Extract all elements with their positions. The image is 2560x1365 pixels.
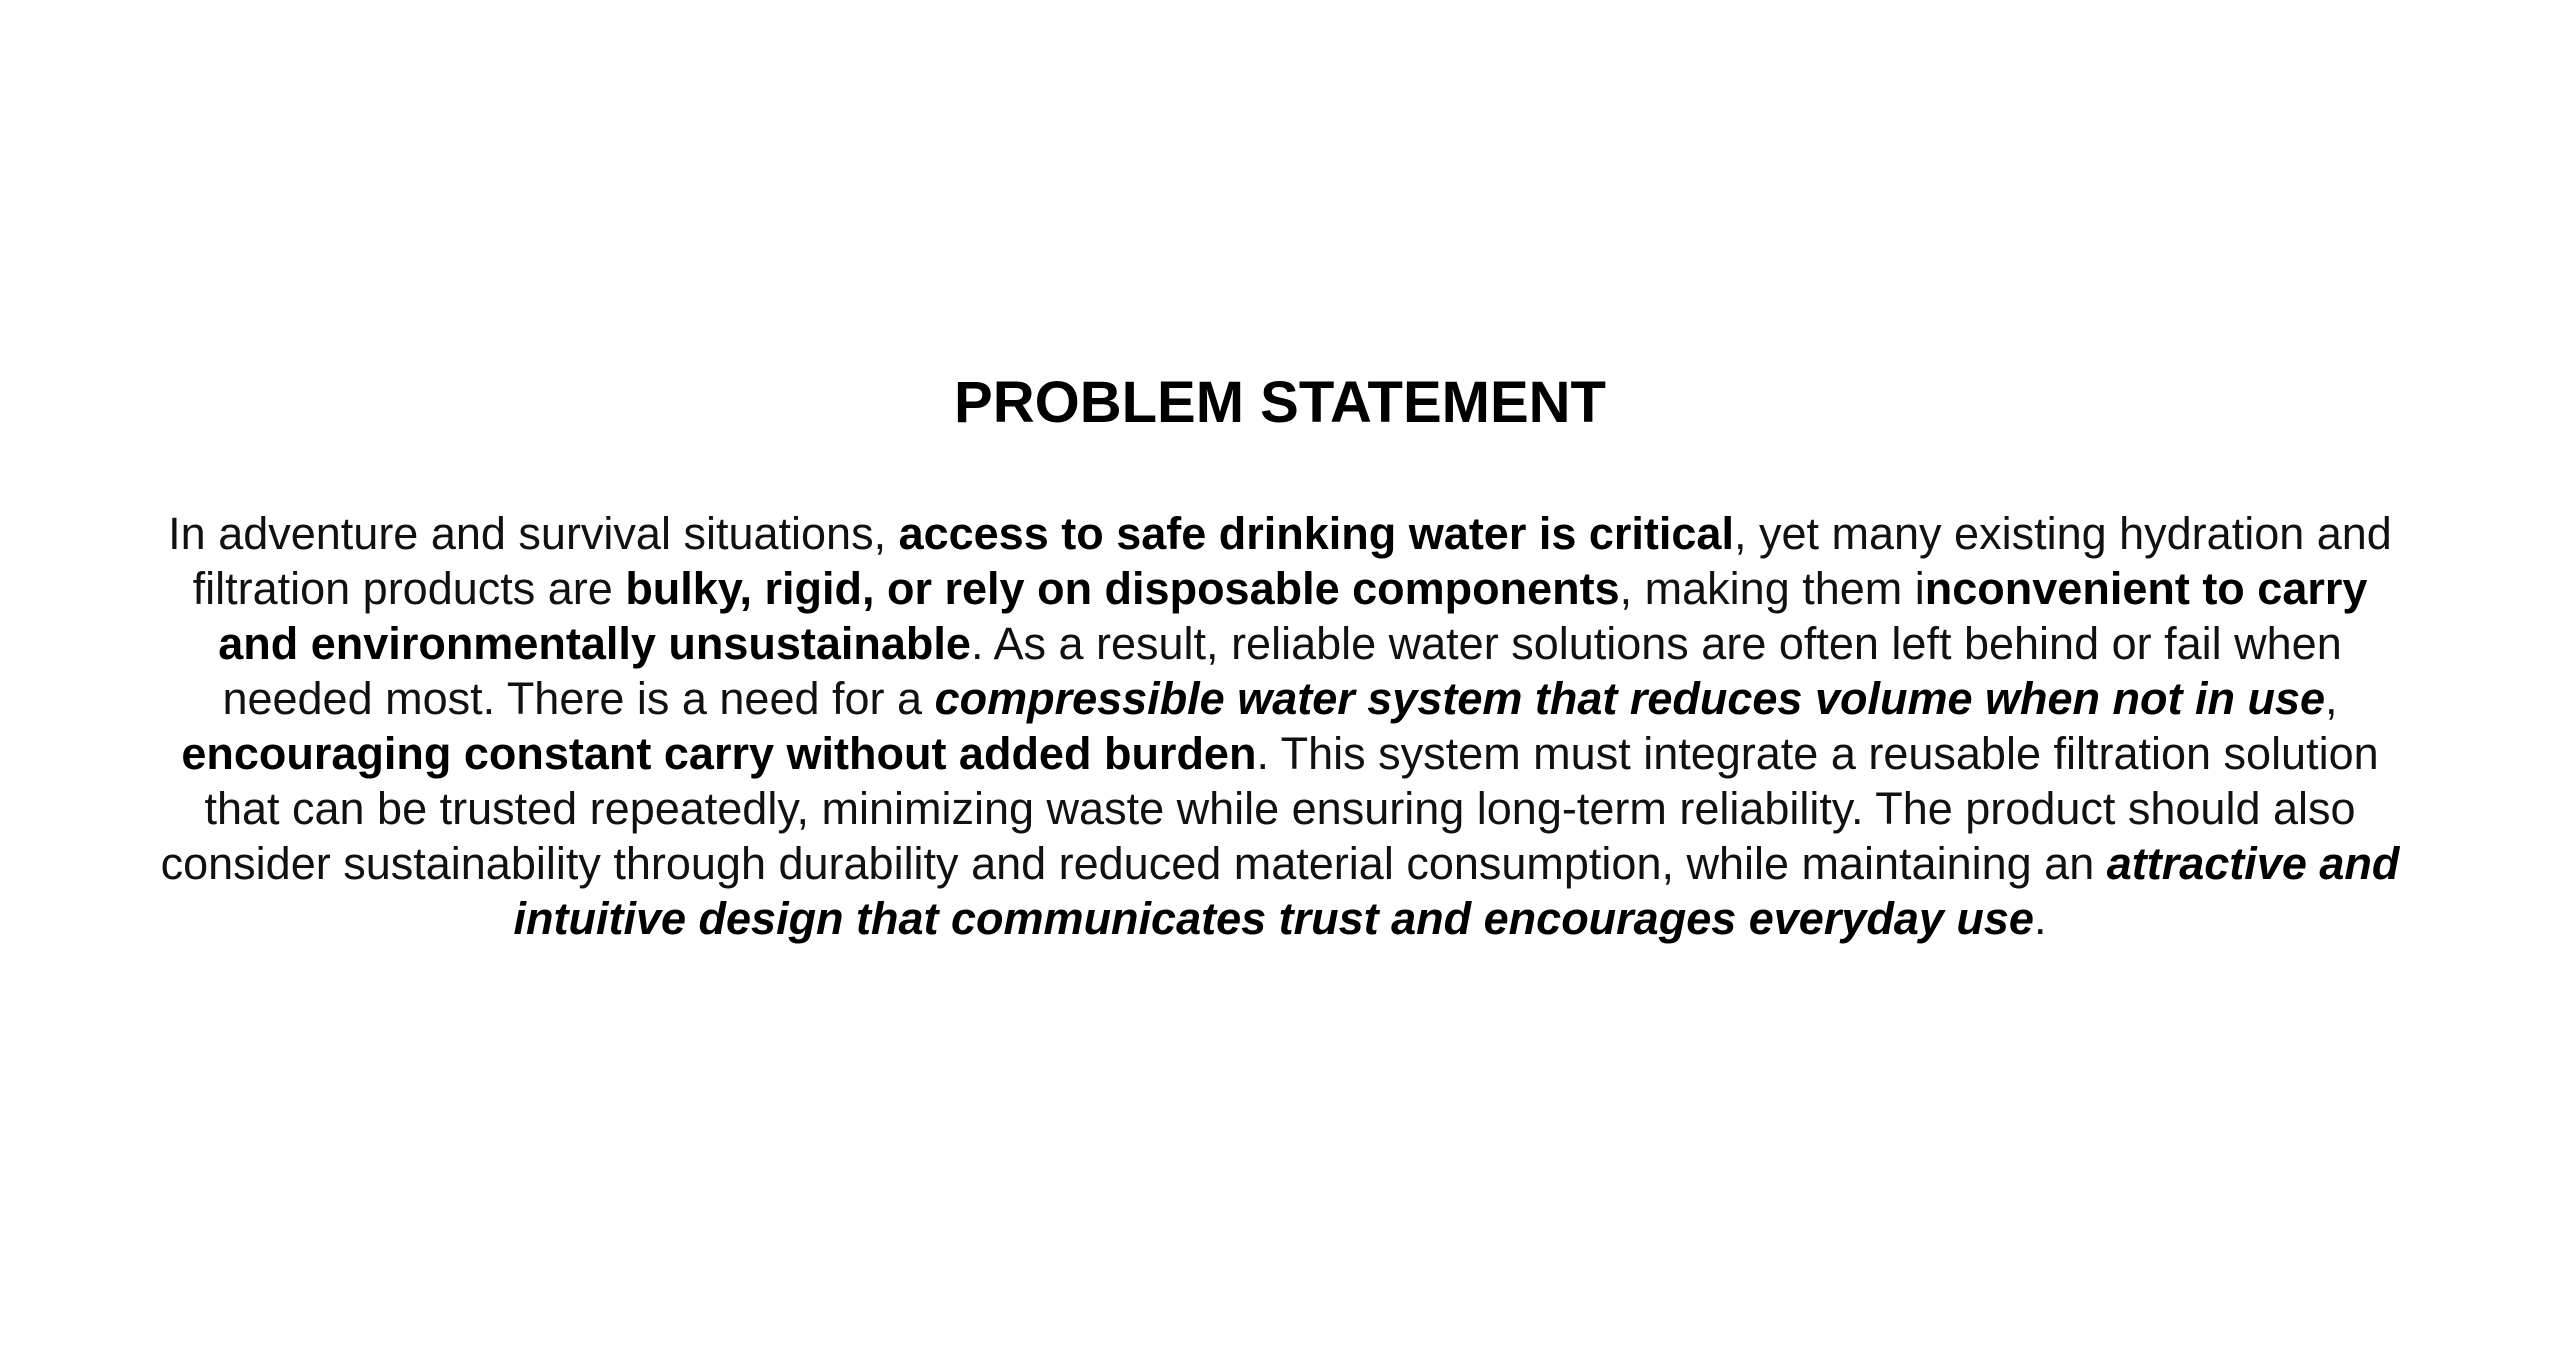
text-run-bold: bulky, rigid, or rely on disposable components	[625, 563, 1620, 614]
slide-title: PROBLEM STATEMENT	[954, 370, 1606, 435]
text-run-bold: nconvenient to carry and environmentally unsustainable	[218, 563, 2368, 669]
text-run: ,	[2325, 673, 2338, 724]
text-run-bold-italic: compressible water system that reduces volume when not in use	[934, 673, 2326, 724]
text-run-bold: encouraging constant carry without added burden	[181, 728, 1257, 779]
problem-statement-paragraph	[160, 506, 2400, 946]
text-run: .	[2033, 893, 2047, 944]
text-run: . As a result, reliable water solutions are often left behind or fail when needed most. There is a need for a	[222, 618, 2342, 724]
text-run-bold: access to safe drinking water is critical	[898, 508, 1734, 559]
text-run: . This system must integrate a reusable filtration solution that can be trusted repeatedly, minimizing waste while ensuring long-term reliability. The product should also consider sustainability through durability and reduced material consumption, while maintaining an	[160, 728, 2379, 889]
text-run: , yet many existing hydration and filtration products are	[192, 508, 2392, 614]
text-run-bold-italic: attractive and intuitive design that communicates trust and encourages everyday use	[513, 838, 2400, 944]
text-run: In adventure and survival situations,	[168, 508, 899, 559]
text-run: , making them i	[1619, 563, 1925, 614]
